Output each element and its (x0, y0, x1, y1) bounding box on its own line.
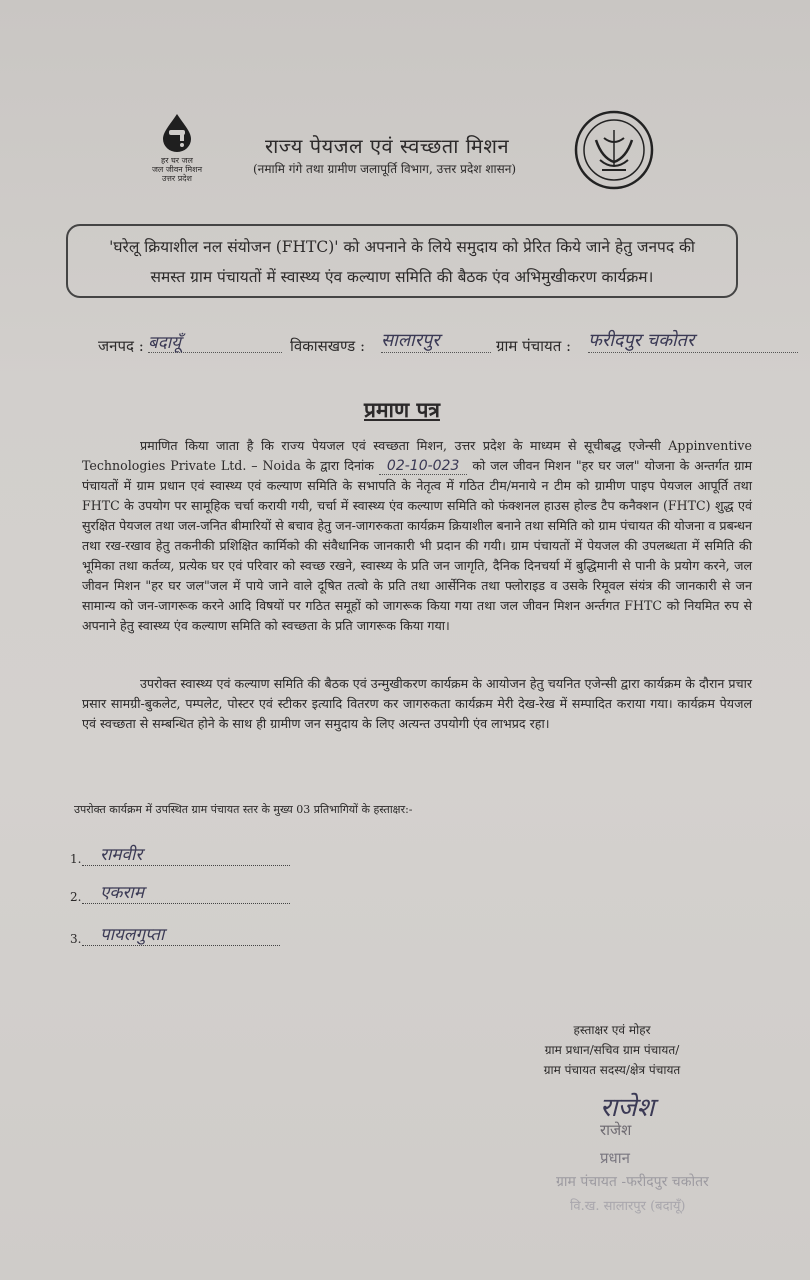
header-subtitle: (नमामि गंगे तथा ग्रामीण जलापूर्ति विभाग, उत्तर प्रदेश शासन) (253, 162, 517, 176)
attendees-note: उपरोक्त कार्यक्रम में उपस्थित ग्राम पंचायत स्तर के मुख्य 03 प्रतिभागियों के हस्ताक्षर:- (74, 803, 413, 816)
paragraph2-text: उपरोक्त स्वास्थ्य एवं कल्याण समिति की बैठक एवं उन्मुखीकरण कार्यक्रम के आयोजन हेतु चयनित एजेन्सी द्वारा कार्यक्रम के दौरान प्रचार प्रसार सामग्री-बुकलेट, पम्पलेट, पोस्टर एवं स्टीकर इत्यादि वितरण कर जागरुकता कार्यक्रम मेरी देख-रेख में सम्पादित कराया गया। कार्यक्रम पेयजल एवं स्वच्छता से सम्बन्धित होने के साथ ही ग्रामीण जन समुदाय के लिए अत्यन्त उपयोगी एंव लाभप्रद रहा। (82, 676, 752, 731)
certificate-paragraph-1 (82, 436, 752, 636)
paragraph1-after-date: को जल जीवन मिशन "हर घर जल" योजना के अन्तर्गत ग्राम पंचायतों में ग्राम प्रधान एवं स्वास्थ्य एवं कल्याण समिति के सभापति के नेतृत्व में गठित टीम/मनाये न टीम को ग्रामीण पाइप पेयजल आपूर्ति तथा FHTC के उपयोग पर सामूहिक चर्चा करायी गयी, चर्चा में स्वास्थ्य एंव कल्याण समिति को फंक्शनल हाउस होल्ड टैप कनैक्शन (FHTC) शुद्ध एवं सुरक्षित पेयजल तथा जल-जनित बीमारियों से बचाव हेतु जन-जागरुकता कार्यक्रम क्रियाशील बनाने तथा समिति को ग्राम पंचायत की योजना व प्रबन्धन तथा रख-रखाव हेतु तकनीकी प्रशिक्षित कार्मिको की संवैधानिक जानकारी भी प्रदान की गयी। ग्राम पंचायतों में पेयजल की उपलब्धता में समिति की भूमिका तथा कर्तव्य, प्रत्येक घर एवं परिवार को स्वच्छ रखने, स्वास्थ्य के प्रति जन जागृति, दैनिक दिनचर्या में बुद्धिमानी से पानी के प्रयोग करने, जल जीवन मिशन "हर घर जल"जल में पाये जाने वाले दूषित तत्वो के प्रति तथा आर्सेनिक तथा फ्लोराइड व उसके रिमूवल संयंत्र की जानकारी से जन सामान्य को जन-जागरूक करने आदि विषयों पर गठित समूहों को जागरूक किया गया तथा जल जीवन मिशन अर्न्तगत FHTC को नियमित रुप से अपनाने हेतु स्वास्थ्य एंव कल्याण समिति को स्वच्छता के प्रति जागरूक किया गया। (82, 458, 752, 633)
gram-panchayat-label: ग्राम पंचायत : (496, 337, 572, 355)
logo-text-2: जल जीवन मिशन (151, 165, 203, 174)
attendee-signature: रामवीर (100, 845, 143, 865)
header-title: राज्य पेयजल एवं स्वच्छता मिशन (265, 134, 510, 158)
signature-label-1: हस्ताक्षर एवं मोहर (573, 1023, 651, 1037)
gram-panchayat-value: फरीदपुर चकोतर (588, 328, 798, 353)
certificate-title: प्रमाण पत्र (364, 397, 440, 422)
stamp-line-2: वि.ख. सालारपुर (बदायूँ) (570, 1199, 686, 1214)
banner-line-1: 'घरेलू क्रियाशील नल संयोजन (FHTC)' को अपनाने के लिये समुदाय को प्रेरित किये जाने हेतु जनपद की (109, 238, 695, 256)
attendee-row-1 (70, 842, 290, 868)
janpad-value: बदायूँ (148, 330, 282, 353)
attendee-signature: एकराम (100, 883, 144, 903)
attendee-row-3 (70, 922, 280, 948)
signature-label-2: ग्राम प्रधान/सचिव ग्राम पंचायत/ (544, 1043, 680, 1057)
stamp-designation: प्रधान (600, 1149, 630, 1167)
signature-block (512, 1020, 712, 1080)
attendee-number: 1. (70, 852, 82, 866)
attendee-number: 3. (70, 932, 82, 946)
state-emblem-icon (574, 110, 654, 190)
pradhan-signature: राजेश (600, 1093, 655, 1123)
location-fields (98, 328, 798, 364)
water-drop-tap-icon (155, 112, 199, 152)
banner-line-2: समस्त ग्राम पंचायतों में स्वास्थ्य एंव कल्याण समिति की बैठक एंव अभिमुखीकरण कार्यक्रम। (150, 268, 654, 286)
logo-text-3: उत्तर प्रदेश (162, 174, 192, 183)
logo-text-1: हर घर जल (161, 156, 193, 165)
janpad-label: जनपद : (98, 337, 144, 355)
attendee-row-2 (70, 880, 290, 906)
attendee-number: 2. (70, 890, 82, 904)
program-banner (66, 224, 738, 298)
stamp-name: राजेश (600, 1121, 632, 1139)
up-government-seal (574, 110, 654, 190)
stamp-line-1: ग्राम पंचायत -फरीदपुर चकोतर (556, 1174, 709, 1190)
vikaskhand-value: सालारपुर (381, 328, 491, 353)
paragraph1-before-date: प्रमाणित किया जाता है कि राज्य पेयजल एवं स्वच्छता मिशन, उत्तर प्रदेश के माध्यम से सूचीबद्ध एजेन्सी Appinventive Technologies Private Ltd. – Noida के द्वारा दिनांक (82, 438, 752, 473)
har-ghar-jal-logo (132, 112, 222, 183)
signature-label-3: ग्राम पंचायत सदस्य/क्षेत्र पंचायत (543, 1063, 681, 1077)
vikaskhand-label: विकासखण्ड : (290, 337, 366, 355)
certificate-paragraph-2 (82, 674, 752, 734)
attendee-signature: पायलगुप्ता (100, 925, 165, 945)
event-date: 02-10-023 (379, 458, 467, 475)
